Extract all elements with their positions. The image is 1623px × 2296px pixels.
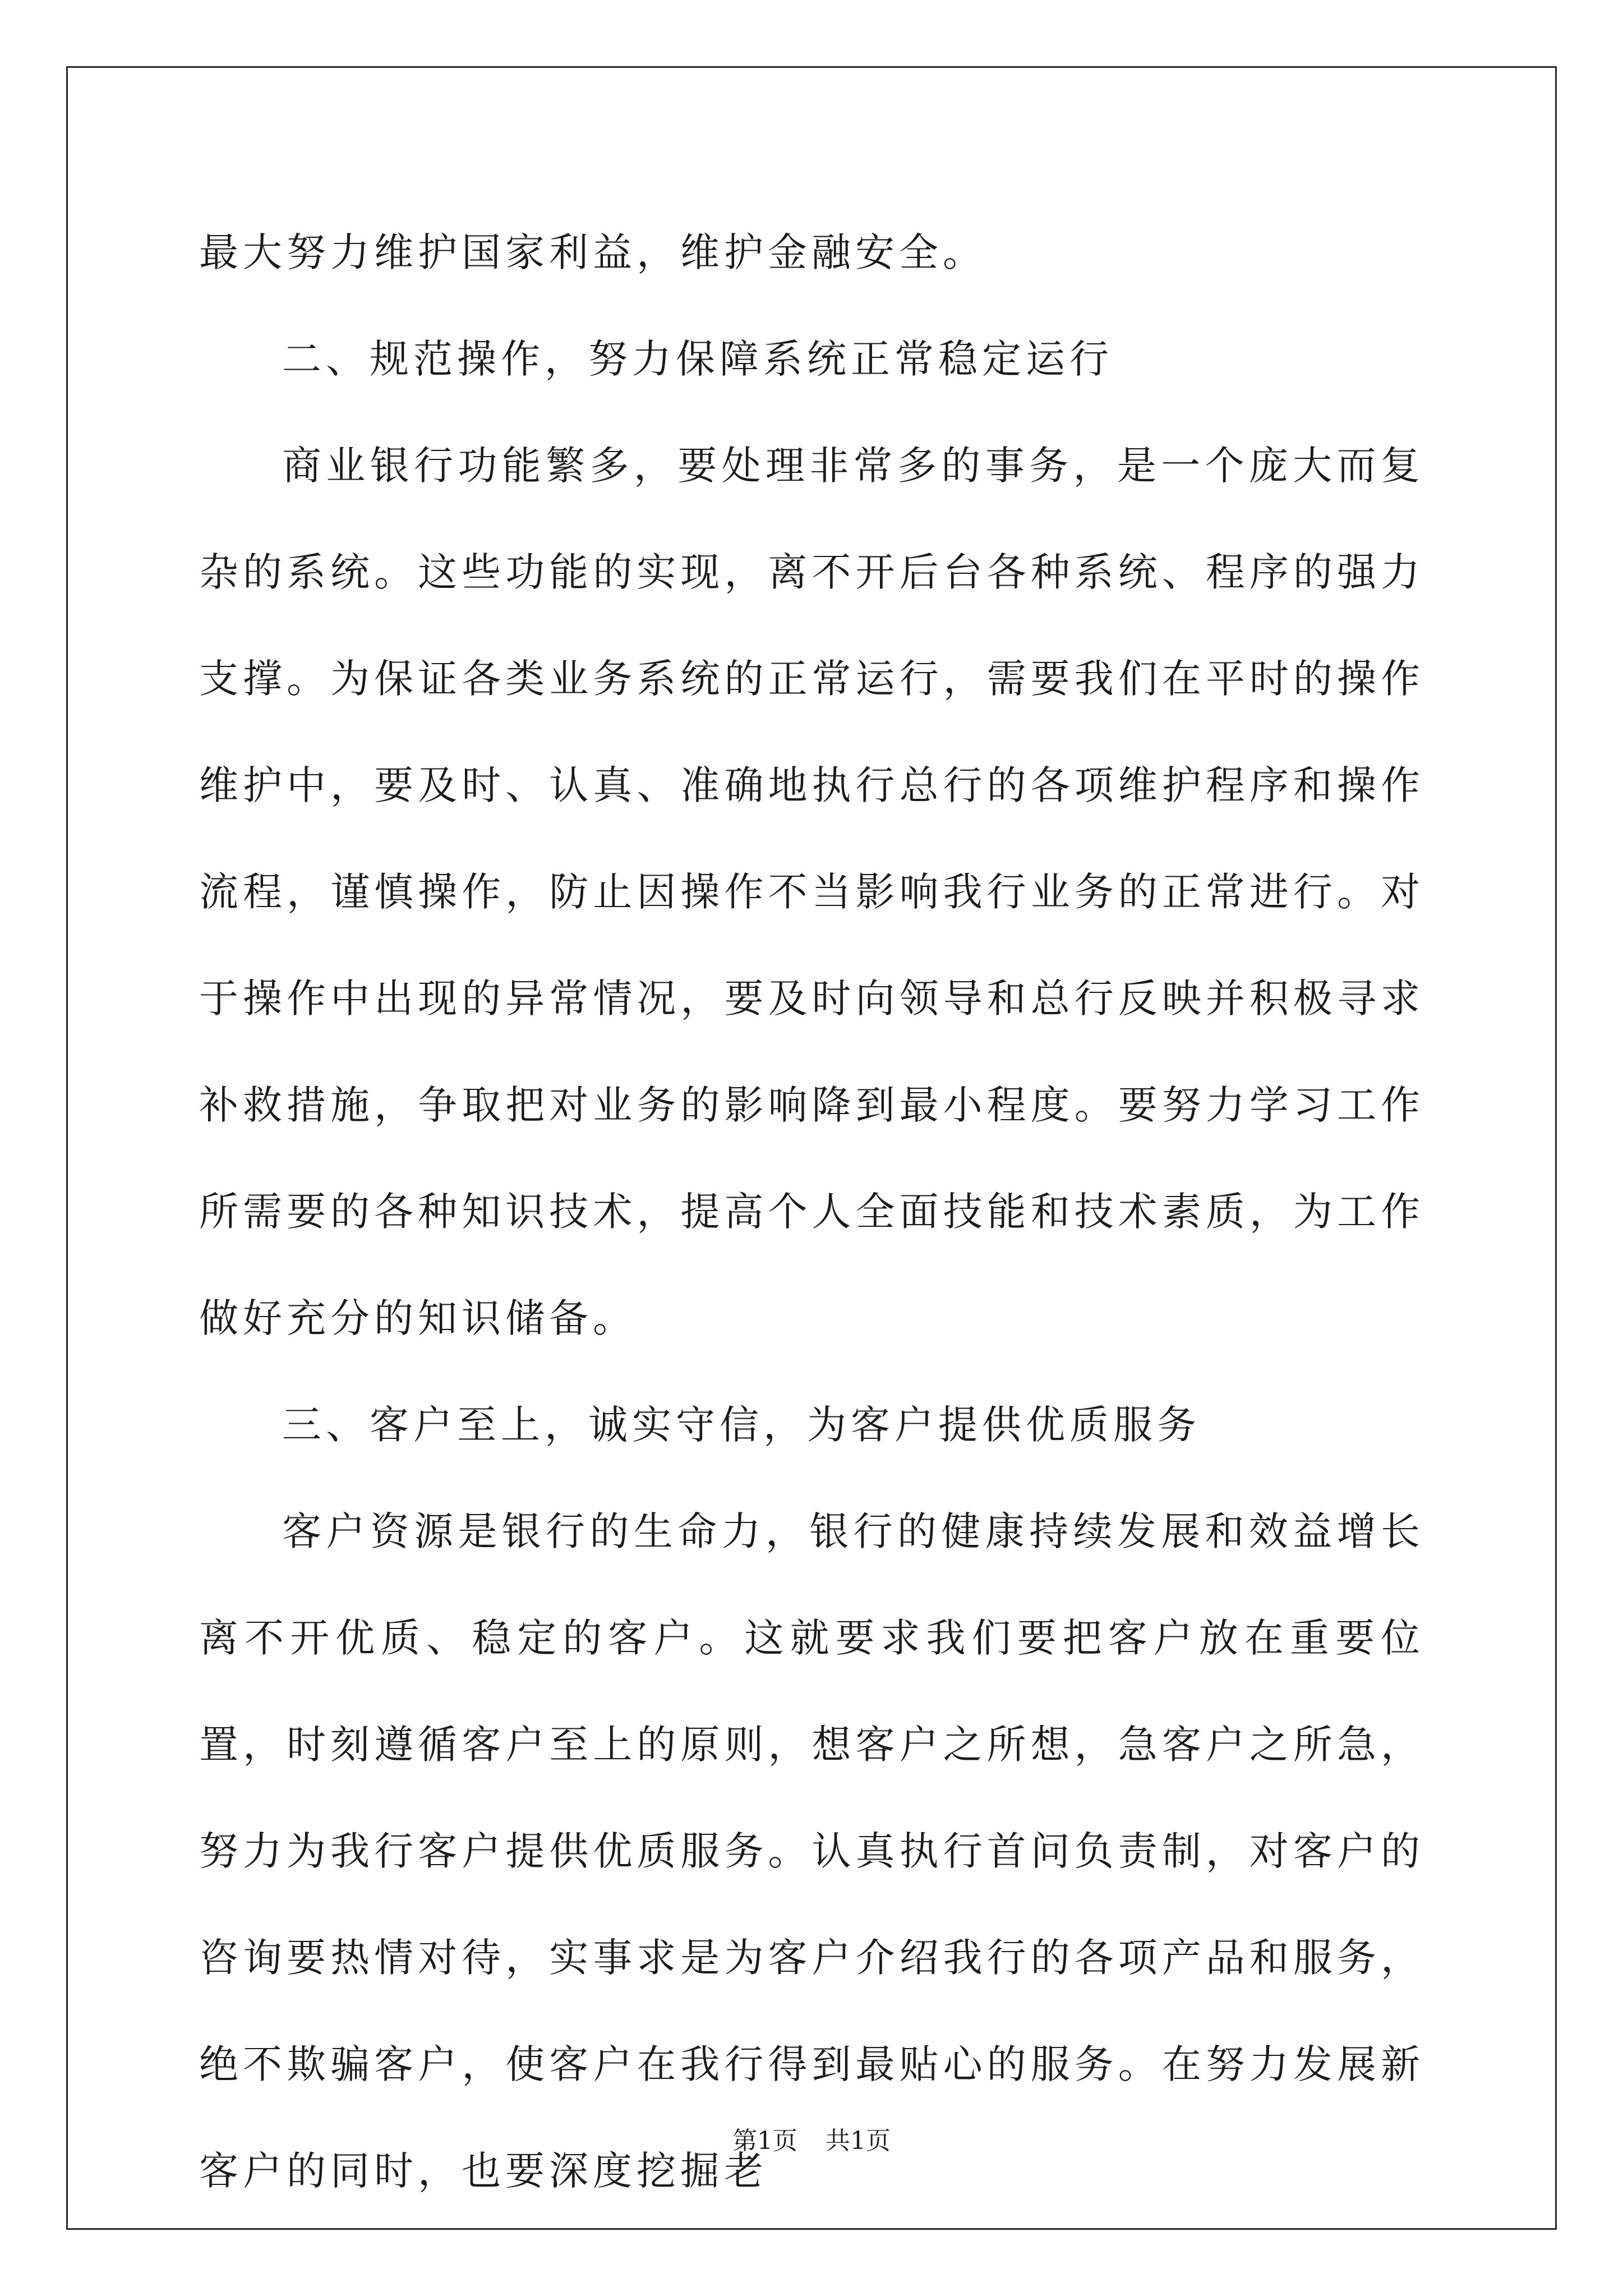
section-heading-3: 三、客户至上，诚实守信，为客户提供优质服务: [282, 1402, 1201, 1448]
paragraph-operations: 商业银行功能繁多，要处理非常多的事务，是一个庞大而复杂的系统。这些功能的实现，离不开后台各种系统、程序的强力支撑。为保证各类业务系统的正常运行，需要我们在平时的操作维护中，要及时、认真、准确地执行总行的各项维护程序和操作流程，谨慎操作，防止因操作不当影响我行业务的正常进行。对于操作中出现的异常情况，要及时向领导和总行反映并积极寻求补救措施，争取把对业务的影响降到最小程度。要努力学习工作所需要的各种知识技术，提高个人全面技能和技术素质，为工作做好充分的知识储备。: [199, 443, 1424, 1341]
page-total: 共1页: [826, 2127, 891, 2155]
page-footer: [0, 2120, 1623, 2156]
paragraph-continuation: 最大努力维护国家利益，维护金融安全。: [199, 229, 986, 275]
paragraph-customers: 客户资源是银行的生命力，银行的健康持续发展和效益增长离不开优质、稳定的客户。这就要求我们要把客户放在重要位置，时刻遵循客户至上的原则，想客户之所想，急客户之所急，努力为我行客户提供优质服务。认真执行首问负责制，对客户的咨询要热情对待，实事求是为客户介绍我行的各项产品和服务，绝不欺骗客户，使客户在我行得到最贴心的服务。在努力发展新客户的同时，也要深度挖掘老: [199, 1508, 1424, 2194]
document-body: [199, 199, 1424, 2224]
section-heading-2: 二、规范操作，努力保障系统正常稳定运行: [282, 336, 1113, 382]
page-number: 第1页: [732, 2127, 797, 2155]
